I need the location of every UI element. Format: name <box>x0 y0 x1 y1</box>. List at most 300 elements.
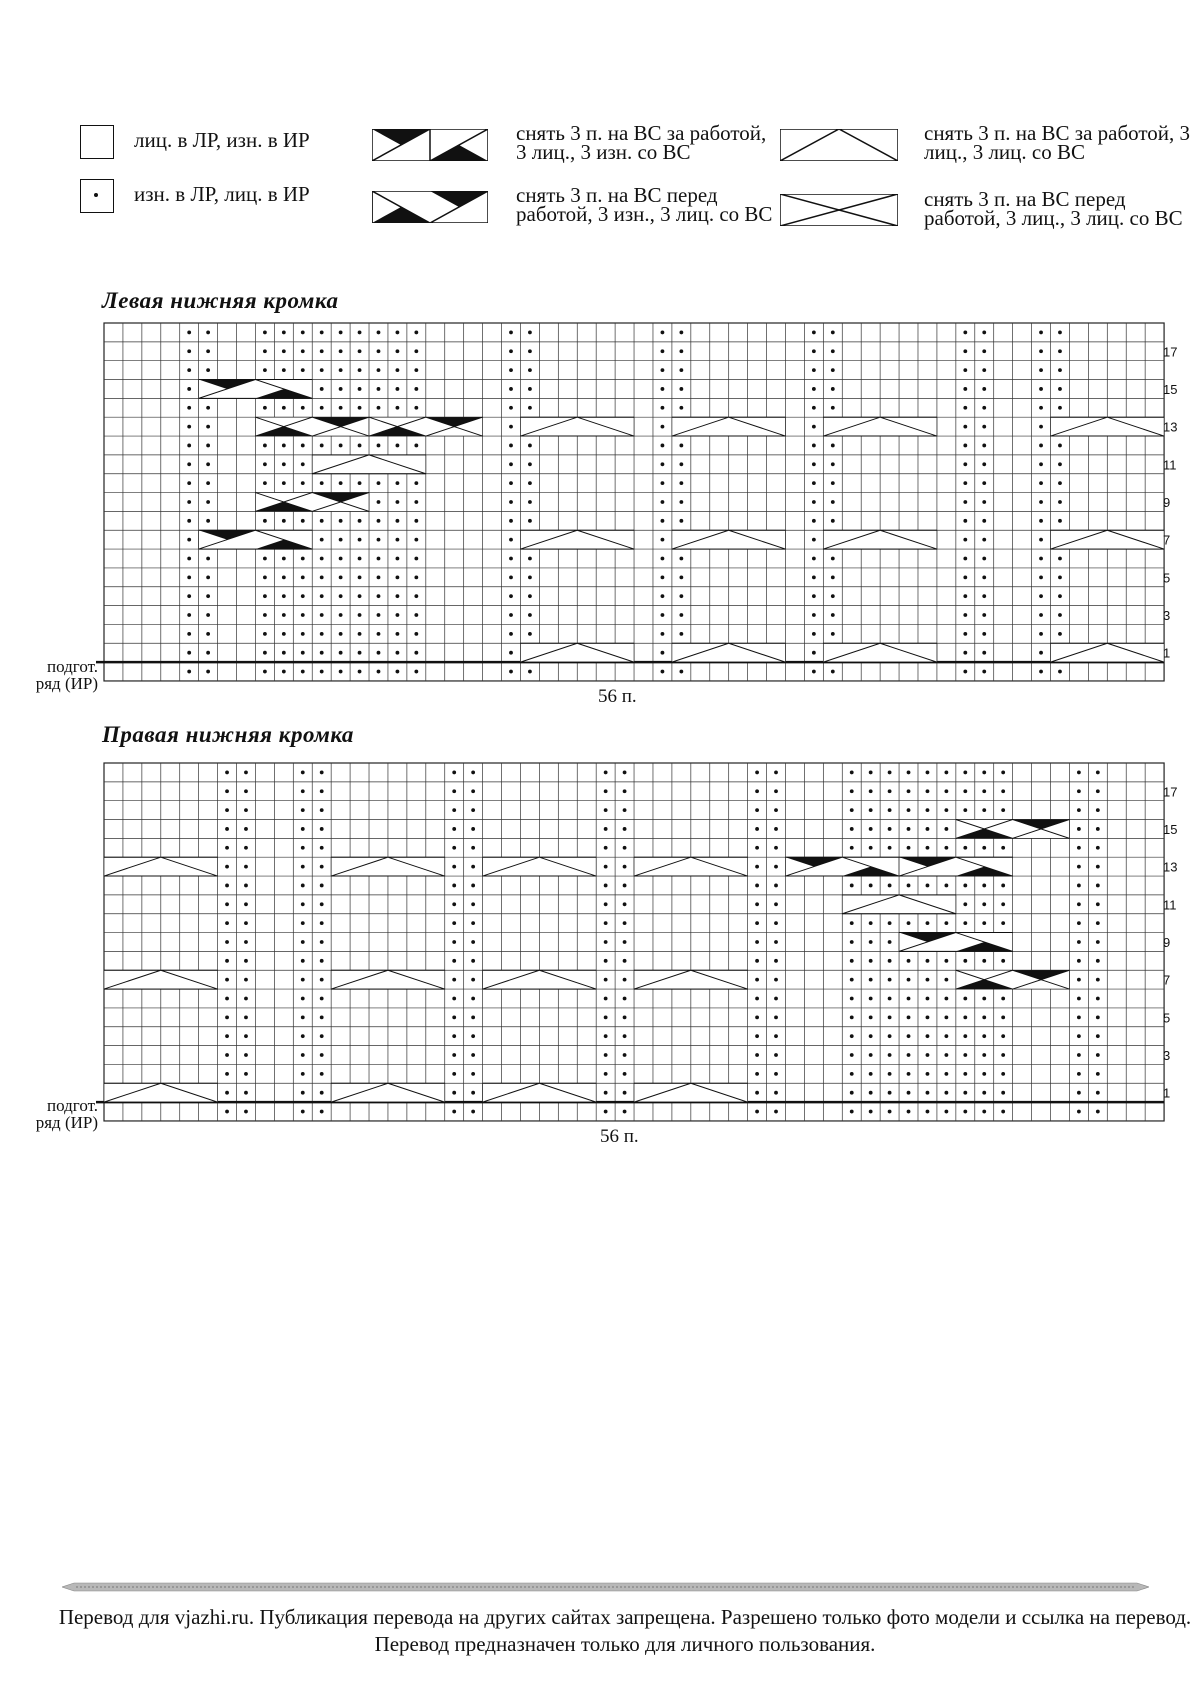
purl-dot <box>623 808 627 812</box>
cable-back-knit <box>1051 417 1165 436</box>
purl-dot <box>206 670 210 674</box>
purl-dot <box>812 632 816 636</box>
purl-dot <box>187 500 191 504</box>
row-number: 11 <box>1163 897 1177 913</box>
purl-dot <box>812 613 816 617</box>
purl-dot <box>982 406 986 410</box>
purl-dot <box>661 594 665 598</box>
purl-dot <box>358 481 362 485</box>
purl-dot <box>471 865 475 869</box>
purl-dot <box>301 670 305 674</box>
purl-dot <box>187 594 191 598</box>
purl-dot <box>982 538 986 542</box>
purl-dot <box>1096 1072 1100 1076</box>
purl-dot <box>471 827 475 831</box>
purl-dot <box>414 406 418 410</box>
purl-dot <box>377 651 381 655</box>
purl-dot <box>869 1110 873 1114</box>
purl-dot <box>907 827 911 831</box>
purl-dot <box>452 1034 456 1038</box>
purl-dot <box>244 1091 248 1095</box>
purl-dot <box>926 959 930 963</box>
purl-dot <box>282 331 286 335</box>
purl-dot <box>888 1110 892 1114</box>
purl-dot <box>1096 921 1100 925</box>
purl-dot <box>679 444 683 448</box>
purl-dot <box>850 771 854 775</box>
purl-dot <box>982 1091 986 1095</box>
purl-dot <box>963 406 967 410</box>
cable-back-knit <box>312 455 426 474</box>
purl-dot <box>320 789 324 793</box>
purl-dot <box>225 921 229 925</box>
purl-dot <box>982 846 986 850</box>
purl-dot <box>661 557 665 561</box>
purl-dot <box>206 349 210 353</box>
purl-dot <box>509 538 513 542</box>
purl-dot <box>414 538 418 542</box>
purl-dot <box>944 997 948 1001</box>
purl-dot <box>1001 1034 1005 1038</box>
purl-dot <box>225 789 229 793</box>
purl-dot <box>301 1034 305 1038</box>
purl-dot <box>1096 1091 1100 1095</box>
purl-dot <box>320 1053 324 1057</box>
purl-dot <box>850 1110 854 1114</box>
purl-dot <box>187 349 191 353</box>
purl-dot <box>225 827 229 831</box>
purl-dot <box>850 846 854 850</box>
purl-dot <box>1039 651 1043 655</box>
purl-dot <box>926 1110 930 1114</box>
purl-dot <box>452 827 456 831</box>
purl-dot <box>452 1053 456 1057</box>
purl-dot <box>888 846 892 850</box>
purl-dot <box>1077 865 1081 869</box>
cable-back-knit <box>104 857 218 876</box>
purl-dot <box>1058 387 1062 391</box>
purl-dot <box>623 1015 627 1019</box>
purl-dot <box>774 921 778 925</box>
purl-dot <box>926 827 930 831</box>
purl-dot <box>452 865 456 869</box>
purl-dot <box>926 997 930 1001</box>
purl-dot <box>301 331 305 335</box>
purl-dot <box>377 444 381 448</box>
purl-dot <box>528 387 532 391</box>
purl-dot <box>755 1034 759 1038</box>
purl-dot <box>850 1034 854 1038</box>
purl-dot <box>982 575 986 579</box>
purl-dot <box>755 1072 759 1076</box>
purl-dot <box>944 884 948 888</box>
purl-dot <box>320 959 324 963</box>
row-number: 5 <box>1163 1010 1171 1026</box>
purl-dot <box>1077 846 1081 850</box>
purl-dot <box>301 519 305 523</box>
purl-dot <box>396 651 400 655</box>
purl-dot <box>187 651 191 655</box>
purl-dot <box>963 613 967 617</box>
purl-dot <box>623 884 627 888</box>
purl-dot <box>812 594 816 598</box>
purl-dot <box>679 670 683 674</box>
legend-cable-front-purl-text: снять 3 п. на ВС перед работой, 3 изн., 3 лиц. со ВС <box>516 183 773 226</box>
purl-dot <box>377 557 381 561</box>
purl-dot <box>263 406 267 410</box>
purl-dot <box>1058 481 1062 485</box>
purl-dot <box>1077 789 1081 793</box>
purl-dot <box>206 425 210 429</box>
purl-dot <box>679 349 683 353</box>
purl-dot <box>263 613 267 617</box>
purl-dot <box>263 594 267 598</box>
purl-dot <box>679 557 683 561</box>
purl-dot <box>982 902 986 906</box>
purl-dot <box>396 557 400 561</box>
purl-dot <box>926 1053 930 1057</box>
cable-back-knit <box>634 1083 748 1102</box>
purl-dot <box>982 557 986 561</box>
purl-dot <box>850 997 854 1001</box>
purl-dot <box>604 808 608 812</box>
purl-dot <box>907 1072 911 1076</box>
purl-dot <box>982 368 986 372</box>
purl-dot <box>320 519 324 523</box>
purl-dot <box>320 1015 324 1019</box>
purl-dot <box>301 940 305 944</box>
purl-dot <box>244 940 248 944</box>
purl-dot <box>755 846 759 850</box>
purl-dot <box>679 406 683 410</box>
purl-dot <box>812 651 816 655</box>
purl-dot <box>452 808 456 812</box>
purl-dot <box>377 613 381 617</box>
row-number: 1 <box>1163 645 1171 661</box>
purl-dot <box>963 594 967 598</box>
purl-dot <box>509 406 513 410</box>
purl-dot <box>301 997 305 1001</box>
purl-dot <box>320 884 324 888</box>
purl-dot <box>661 651 665 655</box>
purl-dot <box>358 387 362 391</box>
purl-dot <box>831 331 835 335</box>
purl-dot <box>187 538 191 542</box>
row-number: 15 <box>1163 821 1178 837</box>
purl-dot <box>774 940 778 944</box>
purl-dot <box>509 349 513 353</box>
row-number: 17 <box>1163 344 1178 360</box>
purl-dot <box>471 789 475 793</box>
purl-dot <box>888 997 892 1001</box>
purl-dot <box>755 997 759 1001</box>
purl-dot <box>414 613 418 617</box>
purl-dot <box>963 884 967 888</box>
purl-dot <box>1058 519 1062 523</box>
purl-dot <box>320 846 324 850</box>
purl-dot <box>982 959 986 963</box>
purl-dot <box>301 846 305 850</box>
purl-dot <box>755 978 759 982</box>
cable-back-purl <box>899 933 1013 952</box>
purl-dot <box>1096 1015 1100 1019</box>
purl-dot <box>509 387 513 391</box>
purl-dot <box>623 997 627 1001</box>
cable-back-knit <box>331 1083 445 1102</box>
purl-dot <box>812 349 816 353</box>
purl-dot <box>358 613 362 617</box>
purl-dot <box>187 575 191 579</box>
purl-dot <box>377 538 381 542</box>
purl-dot <box>623 771 627 775</box>
purl-dot <box>320 444 324 448</box>
purl-dot <box>244 771 248 775</box>
purl-dot <box>888 978 892 982</box>
purl-dot <box>850 959 854 963</box>
purl-dot <box>471 1053 475 1057</box>
purl-dot <box>509 462 513 466</box>
purl-dot <box>377 331 381 335</box>
purl-dot <box>774 902 778 906</box>
cable-back-knit <box>520 530 634 549</box>
legend-cable-back-purl-text: снять 3 п. на ВС за работой, 3 лиц., 3 изн. со ВС <box>516 121 767 164</box>
purl-dot <box>982 425 986 429</box>
purl-dot <box>471 1015 475 1019</box>
purl-dot <box>926 789 930 793</box>
purl-dot <box>187 519 191 523</box>
purl-dot <box>963 789 967 793</box>
purl-dot <box>604 1034 608 1038</box>
purl-dot <box>1039 594 1043 598</box>
purl-dot <box>452 1072 456 1076</box>
purl-dot <box>1077 884 1081 888</box>
purl-dot <box>1096 1110 1100 1114</box>
purl-dot <box>187 462 191 466</box>
purl-dot <box>263 368 267 372</box>
cable-back-knit <box>520 417 634 436</box>
cable-back-purl <box>899 857 1013 876</box>
purl-dot <box>869 1053 873 1057</box>
purl-dot <box>263 670 267 674</box>
purl-dot <box>1096 997 1100 1001</box>
purl-dot <box>358 594 362 598</box>
purl-dot <box>812 444 816 448</box>
purl-dot <box>301 1053 305 1057</box>
purl-dot <box>396 575 400 579</box>
purl-dot <box>850 940 854 944</box>
purl-dot <box>982 1015 986 1019</box>
purl-dot <box>471 978 475 982</box>
purl-dot <box>604 959 608 963</box>
purl-dot <box>774 1072 778 1076</box>
purl-dot <box>244 827 248 831</box>
purl-dot <box>320 670 324 674</box>
purl-dot <box>1058 632 1062 636</box>
purl-dot <box>623 978 627 982</box>
purl-dot <box>1096 827 1100 831</box>
purl-dot <box>206 444 210 448</box>
purl-dot <box>282 594 286 598</box>
row-number: 15 <box>1163 381 1178 397</box>
purl-dot <box>301 651 305 655</box>
row-number: 3 <box>1163 1048 1171 1064</box>
purl-dot <box>831 575 835 579</box>
purl-dot <box>982 1034 986 1038</box>
purl-dot <box>831 349 835 353</box>
purl-dot <box>528 462 532 466</box>
cable-back-knit <box>823 643 937 662</box>
purl-dot <box>452 1015 456 1019</box>
purl-dot <box>528 481 532 485</box>
purl-dot <box>320 651 324 655</box>
purl-dot <box>963 771 967 775</box>
purl-dot <box>755 959 759 963</box>
purl-dot <box>528 575 532 579</box>
purl-dot <box>396 519 400 523</box>
cable-front-purl <box>956 970 1070 989</box>
purl-dot <box>1039 349 1043 353</box>
purl-dot <box>661 670 665 674</box>
purl-dot <box>963 997 967 1001</box>
purl-dot <box>661 613 665 617</box>
purl-dot <box>963 481 967 485</box>
purl-dot <box>755 1053 759 1057</box>
purl-dot <box>604 789 608 793</box>
cable-back-knit <box>483 970 597 989</box>
purl-dot <box>1058 557 1062 561</box>
purl-dot <box>869 959 873 963</box>
purl-dot <box>244 1072 248 1076</box>
purl-dot <box>225 865 229 869</box>
purl-dot <box>301 827 305 831</box>
purl-dot <box>244 808 248 812</box>
purl-dot <box>812 425 816 429</box>
purl-dot <box>282 670 286 674</box>
purl-dot <box>225 771 229 775</box>
prep-row-label: подгот. ряд (ИР) <box>35 1096 98 1132</box>
purl-dot <box>755 827 759 831</box>
purl-dot <box>982 613 986 617</box>
purl-dot <box>414 594 418 598</box>
purl-dot <box>1039 575 1043 579</box>
purl-dot <box>907 846 911 850</box>
purl-dot <box>225 978 229 982</box>
purl-dot <box>471 1072 475 1076</box>
purl-dot <box>661 632 665 636</box>
purl-dot <box>604 1015 608 1019</box>
purl-dot <box>1001 1110 1005 1114</box>
purl-dot <box>244 846 248 850</box>
row-number: 7 <box>1163 972 1171 988</box>
purl-dot <box>963 902 967 906</box>
row-number: 1 <box>1163 1085 1171 1101</box>
prep-row-label: подгот. ряд (ИР) <box>35 657 98 693</box>
purl-dot <box>907 997 911 1001</box>
purl-dot <box>888 940 892 944</box>
purl-dot <box>452 902 456 906</box>
purl-dot <box>907 884 911 888</box>
purl-dot <box>944 959 948 963</box>
purl-dot <box>812 406 816 410</box>
purl-dot <box>1039 670 1043 674</box>
purl-dot <box>452 771 456 775</box>
purl-dot <box>812 500 816 504</box>
purl-dot <box>604 846 608 850</box>
purl-dot <box>528 594 532 598</box>
purl-dot <box>244 997 248 1001</box>
purl-dot <box>187 368 191 372</box>
purl-dot <box>944 921 948 925</box>
purl-dot <box>1039 632 1043 636</box>
purl-dot <box>963 808 967 812</box>
purl-dot <box>963 1034 967 1038</box>
footer-notice: Перевод для vjazhi.ru. Публикация перевода на других сайтах запрещена. Разрешено только фото модели и ссылка на перевод. Перевод предназначен только для личного пользования. <box>58 1605 1192 1656</box>
purl-dot <box>187 632 191 636</box>
purl-dot <box>396 632 400 636</box>
purl-dot <box>509 557 513 561</box>
purl-dot <box>926 846 930 850</box>
cable-back-knit <box>520 643 634 662</box>
purl-dot <box>944 808 948 812</box>
purl-dot <box>452 789 456 793</box>
purl-dot <box>471 902 475 906</box>
purl-dot <box>377 368 381 372</box>
row-number: 3 <box>1163 608 1171 624</box>
purl-dot <box>774 997 778 1001</box>
purl-dot <box>926 1072 930 1076</box>
purl-dot <box>358 651 362 655</box>
purl-dot <box>414 349 418 353</box>
purl-dot <box>831 519 835 523</box>
purl-dot <box>604 865 608 869</box>
purl-dot <box>187 557 191 561</box>
purl-dot <box>963 557 967 561</box>
purl-dot <box>320 368 324 372</box>
cable-front-purl <box>255 493 369 512</box>
purl-dot <box>1096 902 1100 906</box>
purl-dot <box>1096 846 1100 850</box>
purl-dot <box>282 575 286 579</box>
purl-dot <box>623 1091 627 1095</box>
purl-dot <box>661 575 665 579</box>
purl-dot <box>963 670 967 674</box>
purl-dot <box>944 827 948 831</box>
purl-dot <box>1096 808 1100 812</box>
purl-dot <box>907 808 911 812</box>
purl-dot <box>225 884 229 888</box>
purl-dot <box>604 902 608 906</box>
purl-dot <box>206 481 210 485</box>
purl-dot <box>528 670 532 674</box>
purl-dot <box>1077 1053 1081 1057</box>
purl-dot <box>850 921 854 925</box>
purl-dot <box>301 978 305 982</box>
purl-dot <box>471 959 475 963</box>
purl-dot <box>528 331 532 335</box>
purl-dot <box>301 632 305 636</box>
purl-dot <box>225 1072 229 1076</box>
purl-dot <box>206 632 210 636</box>
purl-dot <box>1058 331 1062 335</box>
cable-back-knit <box>104 1083 218 1102</box>
purl-dot <box>831 613 835 617</box>
purl-dot <box>850 808 854 812</box>
purl-dot <box>301 406 305 410</box>
purl-dot <box>926 771 930 775</box>
purl-dot <box>282 519 286 523</box>
purl-dot <box>414 481 418 485</box>
purl-dot <box>1096 865 1100 869</box>
